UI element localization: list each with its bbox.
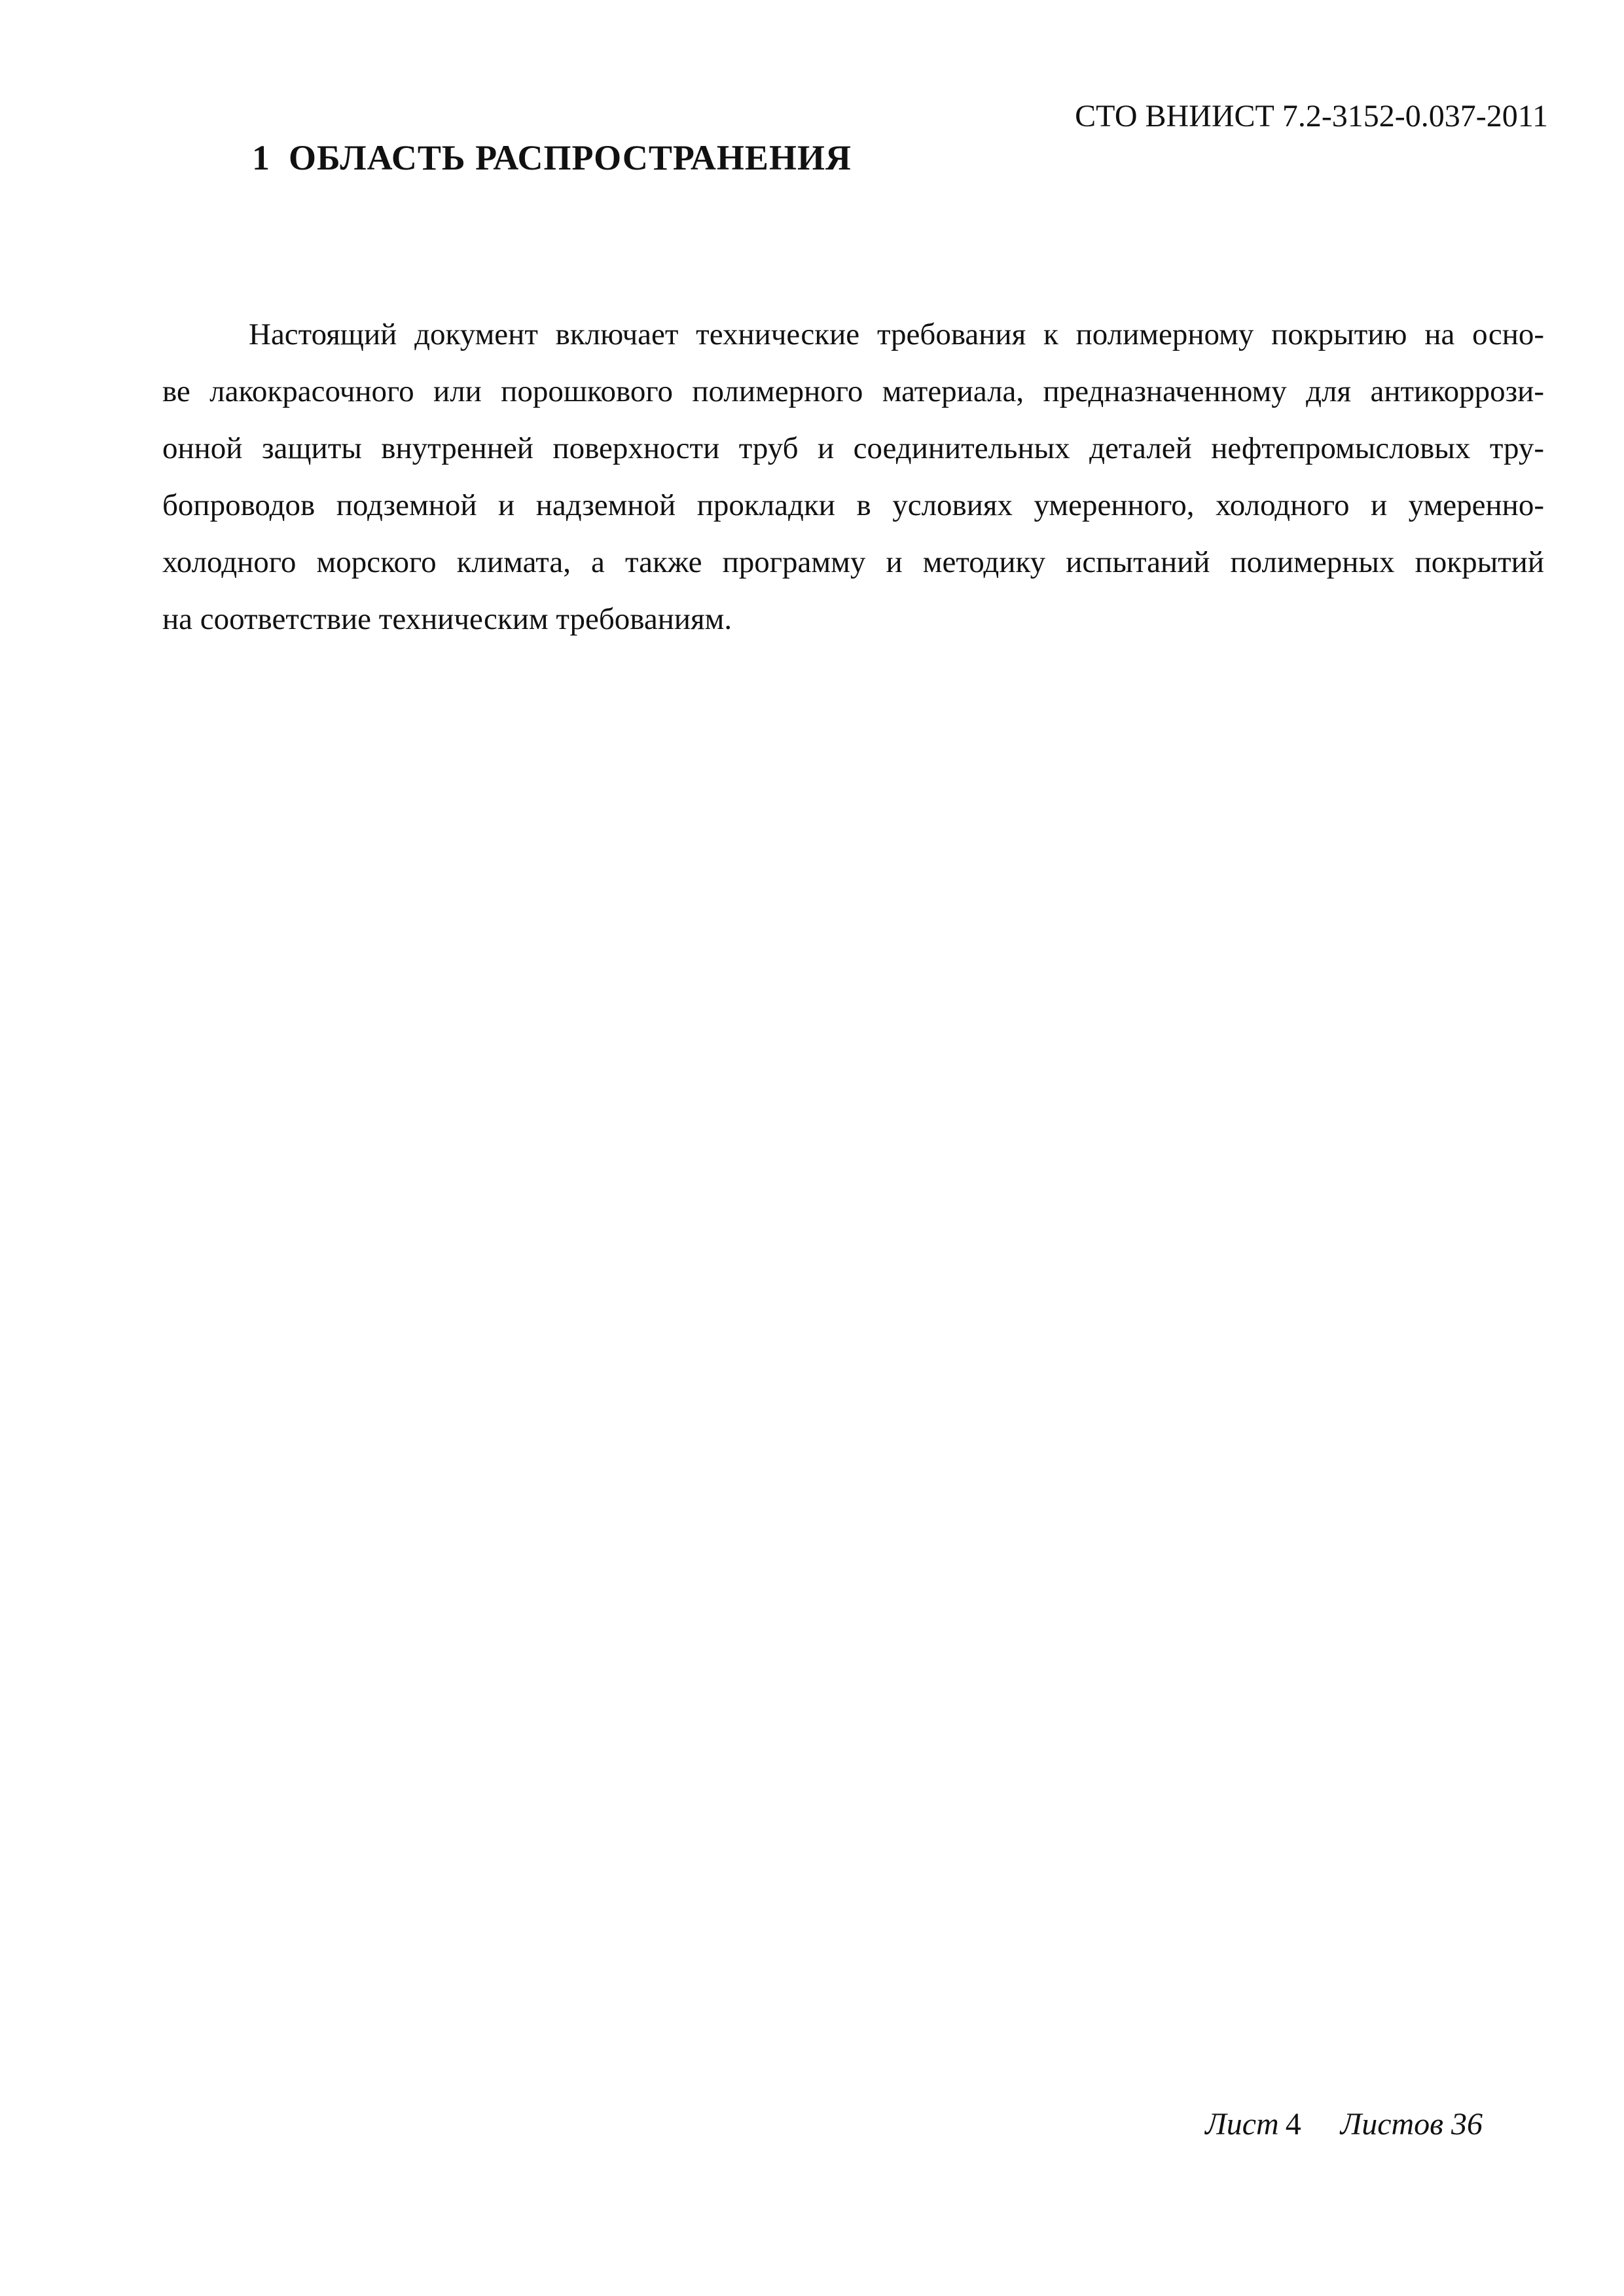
paragraph-line: бопроводов подземной и надземной прокладки в условиях умеренного, холодного и умеренно- [162,488,1544,522]
paragraph-line: холодного морского климата, а также программу и методику испытаний полимерных покрытий [162,545,1544,579]
paragraph-line: ве лакокрасочного или порошкового полимерного материала, предназначенному для антикоррози- [162,374,1544,408]
sheet-number: 4 [1285,2107,1301,2142]
section-heading [252,137,852,178]
scope-paragraph [162,306,1544,648]
section-number: 1 [252,138,270,177]
paragraph-line: Настоящий документ включает технические требования к полимерному покрытию на осно- [249,317,1544,351]
document-code: СТО ВНИИСТ 7.2-3152-0.037-2011 [1075,99,1548,134]
paragraph-line: онной защиты внутренней поверхности труб и соединительных деталей нефтепромысловых тру- [162,431,1544,465]
paragraph-line: на соответствие техническим требованиям. [162,602,732,636]
total-sheets: Листов 36 [1340,2107,1483,2142]
section-title: ОБЛАСТЬ РАСПРОСТРАНЕНИЯ [289,138,852,177]
page-footer [1205,2106,1483,2142]
sheet-label: Лист [1205,2107,1279,2142]
